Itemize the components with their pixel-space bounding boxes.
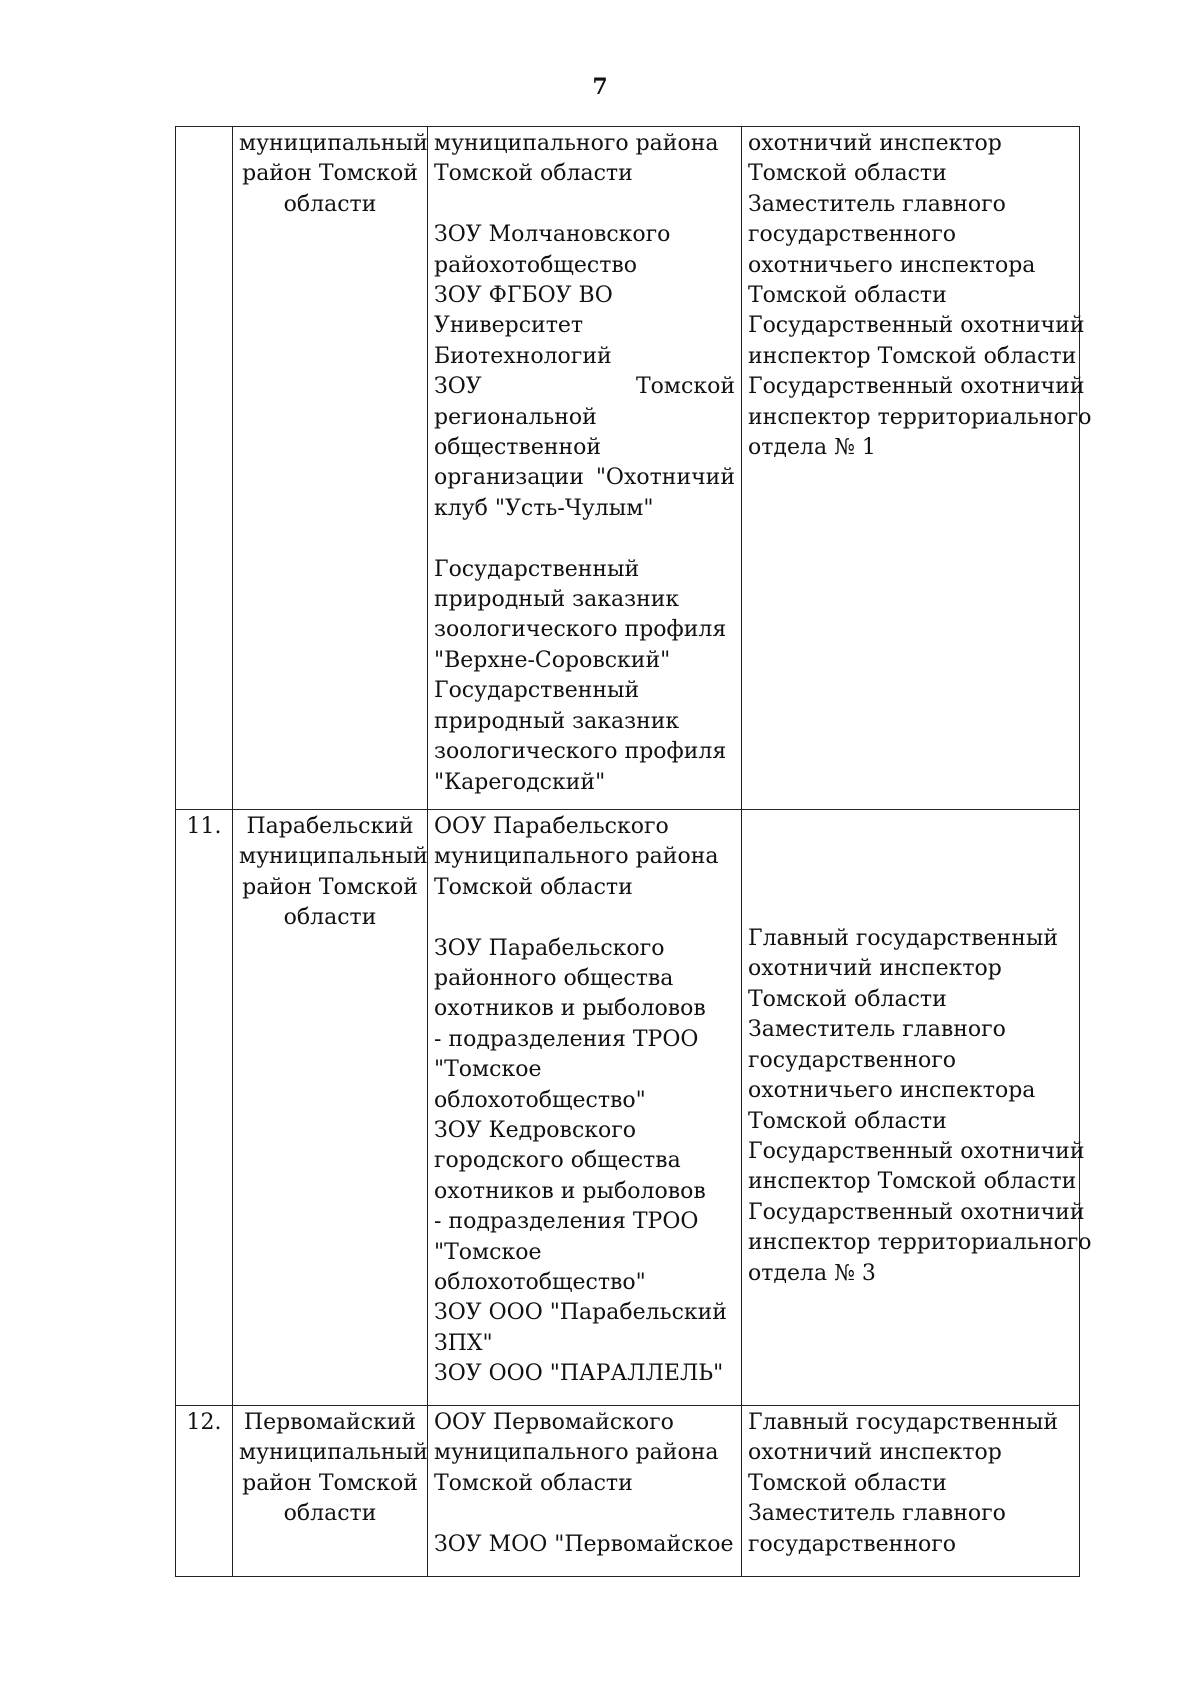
grounds-line: муниципального района	[434, 844, 719, 870]
grounds-justified-line	[434, 463, 735, 493]
inspector-line: отдела № 1	[748, 435, 876, 461]
inspector-line: Томской области	[748, 161, 947, 187]
grounds-line: клуб "Усть-Чулым"	[434, 495, 654, 521]
grounds-line: ЗПХ"	[434, 1330, 493, 1356]
district-line: Парабельский	[246, 814, 414, 839]
hunting-grounds-cell	[428, 810, 742, 1406]
inspector-line: Томской области	[748, 283, 947, 309]
district-line: области	[283, 191, 377, 217]
inspector-line: Заместитель главного	[748, 191, 1006, 217]
inspector-line: Государственный охотничий	[748, 1138, 1085, 1164]
inspectors-cell	[742, 127, 1092, 810]
district-line: муниципальный	[239, 844, 428, 870]
district-line: Первомайский	[243, 1410, 417, 1435]
inspector-line: охотничьего инспектора	[748, 252, 1036, 278]
inspector-line: инспектор Томской области	[748, 343, 1077, 369]
inspector-line: инспектор территориального	[748, 404, 1092, 430]
row-number-cell: 12.	[176, 1406, 233, 1577]
grounds-line: муниципального района	[434, 1440, 719, 1466]
grounds-line: облохотобщество"	[434, 1270, 646, 1296]
grounds-line: городского общества	[434, 1148, 681, 1174]
grounds-line: ЗОУ ФГБОУ ВО	[434, 283, 613, 309]
grounds-line: муниципального района	[434, 131, 719, 156]
inspector-line: Томской области	[748, 986, 947, 1012]
district-cell	[233, 1406, 428, 1577]
grounds-line: "Томское	[434, 1239, 542, 1265]
grounds-line: Томской области	[434, 161, 633, 187]
grounds-line: ООУ Первомайского	[434, 1410, 674, 1435]
inspector-line: охотничьего инспектора	[748, 1078, 1036, 1104]
hunting-supervision-table	[175, 126, 1092, 1577]
grounds-line: облохотобщество"	[434, 1087, 646, 1113]
grounds-line: ЗОУ МОО "Первомайское	[434, 1531, 734, 1557]
district-line: район Томской	[242, 874, 418, 900]
grounds-word: Томской	[635, 374, 735, 400]
district-line: муниципальный	[239, 131, 428, 156]
grounds-word: "Охотничий	[595, 465, 735, 491]
hunting-grounds-cell	[428, 1406, 742, 1577]
inspector-line: охотничий инспектор	[748, 1440, 1002, 1466]
inspectors-cell	[742, 1406, 1080, 1577]
grounds-line: ЗОУ Парабельского	[434, 935, 665, 961]
grounds-line: Государственный	[434, 678, 640, 704]
grounds-line: райохотобщество	[434, 252, 638, 278]
grounds-line: "Томское	[434, 1057, 542, 1083]
page-number: 7	[592, 74, 608, 100]
grounds-line: охотников и рыболовов	[434, 996, 706, 1022]
grounds-line: ЗОУ Кедровского	[434, 1118, 637, 1144]
district-line: район Томской	[242, 161, 418, 187]
grounds-line: природный заказник	[434, 708, 680, 734]
grounds-line: ООУ Парабельского	[434, 814, 669, 839]
grounds-line: природный заказник	[434, 587, 680, 613]
inspector-line: инспектор территориального	[748, 1230, 1092, 1256]
inspector-line: Главный государственный	[748, 1410, 1059, 1435]
inspector-line: охотничий инспектор	[748, 956, 1002, 982]
row-number-cell	[176, 127, 233, 810]
grounds-line: зоологического профиля	[434, 739, 727, 765]
inspector-line: охотничий инспектор	[748, 131, 1002, 156]
grounds-line: общественной	[434, 435, 602, 461]
grounds-line: охотников и рыболовов	[434, 1178, 706, 1204]
grounds-line: районного общества	[434, 966, 674, 992]
grounds-line: "Карегодский"	[434, 769, 606, 795]
hunting-grounds-cell	[428, 127, 742, 810]
row-number-cell: 11.	[176, 810, 233, 1406]
inspector-line: государственного	[748, 1531, 957, 1557]
table-row	[176, 127, 1080, 810]
grounds-line: ЗОУ Молчановского	[434, 222, 671, 248]
grounds-line: Университет	[434, 313, 584, 339]
inspector-line: отдела № 3	[748, 1260, 876, 1286]
district-line: области	[283, 905, 377, 931]
grounds-line: "Верхне-Соровский"	[434, 647, 671, 673]
grounds-line: ЗОУ ООО "Парабельский	[434, 1300, 727, 1326]
grounds-line: ЗОУ ООО "ПАРАЛЛЕЛЬ"	[434, 1361, 724, 1387]
inspectors-cell	[742, 810, 1092, 1406]
inspector-line: инспектор Томской области	[748, 1169, 1077, 1195]
inspector-line: Томской области	[748, 1470, 947, 1496]
grounds-line: зоологического профиля	[434, 617, 727, 643]
grounds-word: организации	[434, 465, 584, 491]
table-row	[176, 1406, 1080, 1577]
inspector-line: Государственный охотничий	[748, 1199, 1085, 1225]
inspector-line: Государственный охотничий	[748, 374, 1085, 400]
district-line: области	[283, 1501, 377, 1527]
inspector-line: Томской области	[748, 1108, 947, 1134]
grounds-line: Томской области	[434, 1470, 633, 1496]
inspector-line: Заместитель главного	[748, 1017, 1006, 1043]
grounds-word: ЗОУ	[434, 374, 482, 400]
table-row	[176, 810, 1080, 1406]
grounds-line: Биотехнологий	[434, 343, 612, 369]
inspector-line: государственного	[748, 222, 957, 248]
district-cell	[233, 127, 428, 810]
inspector-line: государственного	[748, 1047, 957, 1073]
grounds-line: региональной	[434, 404, 597, 430]
grounds-line: Томской области	[434, 874, 633, 900]
grounds-line: Государственный	[434, 556, 640, 582]
grounds-line: - подразделения ТРОО	[434, 1209, 699, 1235]
district-line: муниципальный	[239, 1440, 428, 1466]
grounds-justified-line	[434, 372, 735, 402]
inspector-line: Заместитель главного	[748, 1501, 1006, 1527]
grounds-line: - подразделения ТРОО	[434, 1026, 699, 1052]
inspector-line: Государственный охотничий	[748, 313, 1085, 339]
district-line: район Томской	[242, 1470, 418, 1496]
district-cell	[233, 810, 428, 1406]
inspector-line: Главный государственный	[748, 926, 1059, 952]
